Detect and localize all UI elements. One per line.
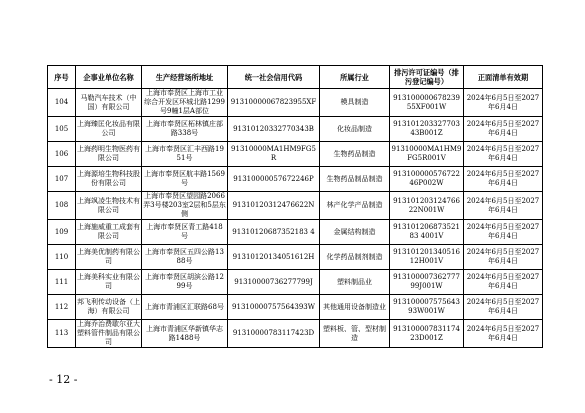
cell-index: 113 (48, 320, 76, 348)
header-company-name: 企事业单位名称 (76, 66, 142, 89)
table-row (48, 142, 543, 167)
cell-permit-number: 91310120134051612H001V (390, 245, 464, 270)
table-row (48, 220, 543, 245)
cell-credit-code: 91310120687352183 4 (228, 220, 320, 245)
header-credit-code: 统一社会信用代码 (228, 66, 320, 89)
cell-company-name: 上海臻匡化妆品有限公司 (76, 117, 142, 142)
cell-index: 108 (48, 192, 76, 220)
table-row (48, 245, 543, 270)
header-industry: 所属行业 (320, 66, 390, 89)
cell-company-name: 上海源培生物科技股份有限公司 (76, 167, 142, 192)
cell-company-name: 邦飞利传动设备（上海）有限公司 (76, 295, 142, 320)
cell-permit-number: 91310000067823955XF001W (390, 89, 464, 117)
table-row (48, 167, 543, 192)
cell-validity: 2024年6月5日至2027年6月4日 (464, 117, 543, 142)
table-row (48, 89, 543, 117)
cell-address: 上海市奉贤区柘林镇庄部路338号 (142, 117, 228, 142)
cell-permit-number: 91310000057672246P002W (390, 167, 464, 192)
cell-permit-number: 91310000757564393W001W (390, 295, 464, 320)
cell-permit-number: 91310000783117423D001Z (390, 320, 464, 348)
cell-validity: 2024年6月5日至2027年6月4日 (464, 245, 543, 270)
cell-permit-number: 91310000MA1HM9FG5R001V (390, 142, 464, 167)
cell-credit-code: 91310120312476622N (228, 192, 320, 220)
table-row (48, 270, 543, 295)
cell-index: 104 (48, 89, 76, 117)
cell-address: 上海市青浦区汇联路68号 (142, 295, 228, 320)
cell-permit-number: 91310120687352183 4001V (390, 220, 464, 245)
cell-validity: 2024年6月5日至2027年6月4日 (464, 167, 543, 192)
cell-credit-code: 91310000067823955XF (228, 89, 320, 117)
cell-index: 109 (48, 220, 76, 245)
table-header-row (48, 66, 543, 89)
cell-index: 112 (48, 295, 76, 320)
cell-address: 上海市奉贤区胡滨公路1299号 (142, 270, 228, 295)
header-permit-number: 排污许可证编号（排污登记编号） (390, 66, 464, 89)
cell-index: 106 (48, 142, 76, 167)
cell-company-name: 马勒汽车技术（中国）有限公司 (76, 89, 142, 117)
cell-validity: 2024年6月5日至2027年6月4日 (464, 89, 543, 117)
page-number: - 12 - (49, 373, 78, 386)
cell-industry: 塑料制品业 (320, 270, 390, 295)
cell-address: 上海市奉贤区五四公路1388号 (142, 245, 228, 270)
cell-index: 111 (48, 270, 76, 295)
header-validity: 正面清单有效期 (464, 66, 543, 89)
cell-index: 107 (48, 167, 76, 192)
cell-credit-code: 91310120332770343B (228, 117, 320, 142)
cell-industry: 生物药品制品制造 (320, 167, 390, 192)
cell-validity: 2024年6月5日至2027年6月4日 (464, 270, 543, 295)
cell-permit-number: 91310120332770343B001Z (390, 117, 464, 142)
cell-permit-number: 91310000736277799J001W (390, 270, 464, 295)
cell-industry: 生物药品制造 (320, 142, 390, 167)
cell-company-name: 上海药明生物医药有限公司 (76, 142, 142, 167)
cell-credit-code: 91310000MA1HM9FG5R (228, 142, 320, 167)
permit-list-table (47, 65, 543, 348)
cell-company-name: 上海施威重工成套有限公司 (76, 220, 142, 245)
cell-index: 110 (48, 245, 76, 270)
cell-credit-code: 91310120134051612H (228, 245, 320, 270)
header-index: 序号 (48, 66, 76, 89)
cell-company-name: 上海乔治费歇尔亚大塑料管件制品有限公司 (77, 320, 140, 346)
cell-industry: 塑料板、管、型材制造 (320, 320, 390, 348)
table-row (48, 117, 543, 142)
cell-validity: 2024年6月5日至2027年6月4日 (464, 295, 543, 320)
cell-permit-number: 91310120312476622N001W (390, 192, 464, 220)
cell-validity: 2024年6月5日至2027年6月4日 (464, 220, 543, 245)
cell-credit-code: 91310000736277799J (228, 270, 320, 295)
cell-industry: 其他通用设备制造业 (320, 295, 390, 320)
cell-address: 上海市奉贤区青工路418号 (142, 220, 228, 245)
cell-credit-code: 91310000057672246P (228, 167, 320, 192)
cell-address: 上海市奉贤区汇丰西路1951号 (142, 142, 228, 167)
cell-validity: 2024年6月5日至2027年6月4日 (464, 320, 543, 348)
cell-index: 105 (48, 117, 76, 142)
cell-credit-code: 91310000783117423D (228, 320, 320, 348)
cell-company-name: 上海美科实业有限公司 (76, 270, 142, 295)
cell-company-name: 上海美优制药有限公司 (76, 245, 142, 270)
cell-validity: 2024年6月5日至2027年6月4日 (464, 192, 543, 220)
table-row (48, 192, 543, 220)
table-row (48, 320, 543, 348)
cell-industry: 化学药品制剂制造 (320, 245, 390, 270)
cell-address: 上海市奉贤区上海市工业综合开发区环城北路1299号9幢1层A部位 (142, 89, 228, 117)
cell-address: 上海市奉贤区望园路2066弄3号楼203室2层和5层东侧 (143, 192, 226, 218)
cell-validity: 2024年6月5日至2027年6月4日 (464, 142, 543, 167)
cell-industry: 林产化学产品制造 (320, 192, 390, 220)
cell-credit-code: 91310000757564393W (228, 295, 320, 320)
cell-industry: 模具制造 (320, 89, 390, 117)
cell-industry: 化妆品制造 (320, 117, 390, 142)
cell-address: 上海市奉贤区航丰路1569号 (142, 167, 228, 192)
cell-industry: 金属结构制造 (320, 220, 390, 245)
cell-address: 上海市青浦区华新镇华志路1488号 (142, 320, 228, 348)
header-address: 生产经营场所地址 (142, 66, 228, 89)
table-row (48, 295, 543, 320)
cell-company-name: 上海飒凌生物技术有限公司 (76, 192, 142, 220)
